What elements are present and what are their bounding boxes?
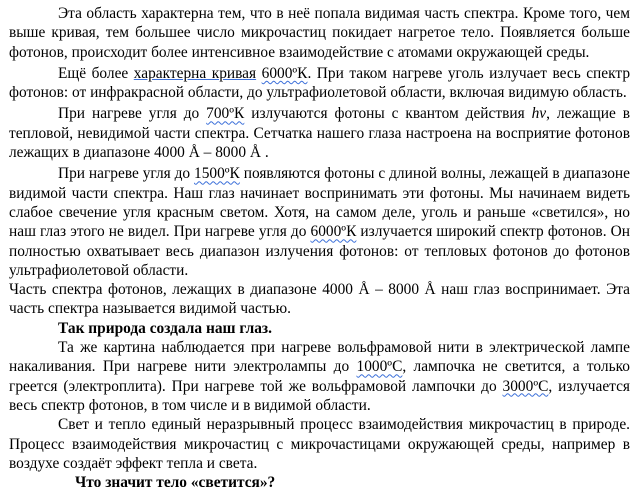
text-run: . При таком нагреве уголь излучает весь спектр фотонов: от инфракрасной области, до ультрафиолетовой области, включая видимую область. (9, 64, 631, 102)
text-run: Ещё более (58, 64, 134, 82)
emphasis-run: 1500ºК (194, 165, 240, 183)
paragraph-2 (9, 64, 630, 103)
text-run: , лампочка не светится, а только греется (электроплита). При нагреве той же вольфрамовой лампочки до (9, 358, 630, 395)
text-run: При нагреве угля до (58, 165, 194, 183)
emphasis-run: 1000ºС (356, 358, 403, 376)
section-heading-glow: Что значит тело «светится»? (75, 474, 276, 492)
text-run: , излучается весь спектр фотонов, в том числе и в видимой области. (9, 377, 630, 414)
text-run: излучается широкий спектр фотонов. Он полностью охватывает весь диапазон излучения фотонов: от тепловых фотонов до фотонов ультрафиолетовой области. (9, 223, 630, 279)
emphasis-run: 4000 Å – 8000 Å (154, 144, 261, 162)
emphasis-run: hν (531, 105, 547, 123)
emphasis-run: 6000ºК (261, 64, 308, 82)
emphasis-run: 700ºК (206, 105, 245, 123)
document-page (9, 4, 630, 492)
emphasis-run: 6000ºК (310, 223, 357, 241)
emphasis-run: характерна кривая (133, 64, 257, 82)
text-run: появляются фотоны с длиной волны, лежащей в диапазоне видимой части спектра. Наш глаз начинает воспринимать эти фотоны. Мы начинаем видеть слабое свечение угля красным светом. Хотя, на самом деле, уголь и раньше «светился», но наш глаз этого не видел. При нагреве угля до (9, 165, 630, 241)
paragraph-3 (9, 104, 630, 162)
text-run: , лежащие в тепловой, невидимой части спектра. Сетчатка нашего глаза настроена на восприятие фотонов лежащих в диапазоне (9, 105, 630, 162)
paragraph-7 (9, 415, 630, 473)
text-run: Та же картина наблюдается при нагреве вольфрамовой нити в электрической лампе накаливания. При нагреве нити электролампы до (9, 339, 630, 376)
text-run: Свет и тепло единый неразрывный процесс взаимодействия микрочастиц в природе. Процесс взаимодействия микрочастиц с микрочастицами окружающей среды, например в воздухе создаёт эффект тепла и света. (9, 416, 630, 472)
paragraph-4 (9, 164, 630, 280)
paragraph-6 (9, 338, 630, 415)
text-run: наш глаз воспринимает. Эта часть спектра называется видимой частью. (9, 281, 630, 318)
text-run: Часть спектра фотонов, лежащих в диапазоне (9, 281, 323, 299)
emphasis-run: 4000 Å – 8000 Å (322, 281, 436, 299)
text-run: Эта область характерна тем, что в неё попала видимая часть спектра. Кроме того, чем выше кривая, тем большее число микрочастиц покидает нагретое тело. Появляется больше фотонов, происходит более интенсивное взаимодействие с атомами окружающей среды. (9, 5, 630, 61)
text-run: При нагреве угля до (58, 105, 207, 123)
text-run: . (260, 144, 269, 162)
paragraph-5 (9, 280, 630, 319)
section-heading-eye: Так природа создала наш глаз. (58, 319, 272, 337)
paragraph-1 (9, 4, 630, 62)
emphasis-run: 3000ºС (502, 377, 549, 395)
text-run: излучаются фотоны с квантом действия (244, 105, 532, 123)
